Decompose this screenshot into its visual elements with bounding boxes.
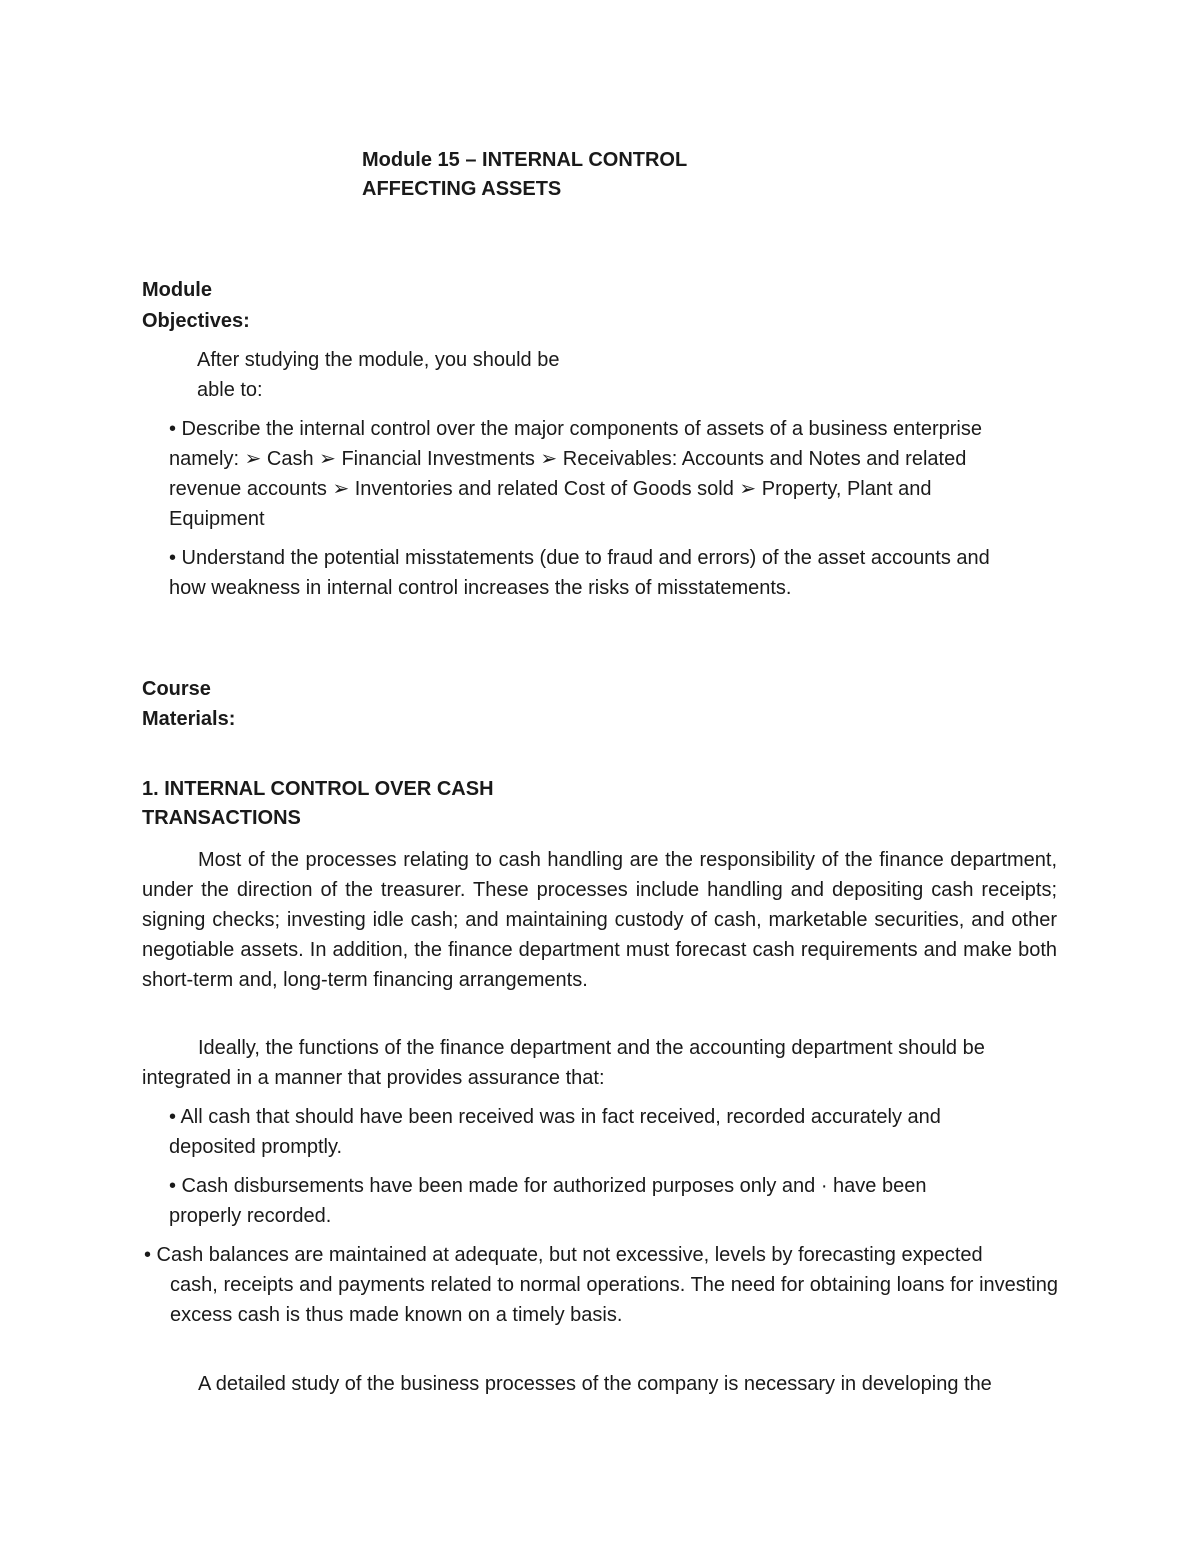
section-1-heading-line-1: 1. INTERNAL CONTROL OVER CASH xyxy=(142,778,494,800)
section-1-bullet-2-line-2: properly recorded. xyxy=(169,1205,332,1227)
section-1-paragraph-2-line-1: Ideally, the functions of the finance department and the accounting department should be xyxy=(198,1037,985,1059)
objectives-heading-line-2: Objectives: xyxy=(142,310,250,332)
section-1-paragraph-2-line-2: integrated in a manner that provides assurance that: xyxy=(142,1067,605,1089)
section-1-bullet-3 xyxy=(144,1240,1058,1330)
objective-bullet-1-line-3: revenue accounts ➢ Inventories and related Cost of Goods sold ➢ Property, Plant and xyxy=(169,478,932,500)
objective-bullet-1-line-2: namely: ➢ Cash ➢ Financial Investments ➢ Receivables: Accounts and Notes and related xyxy=(169,448,967,470)
objective-bullet-2-line-2: how weakness in internal control increases the risks of misstatements. xyxy=(169,577,792,599)
objectives-intro xyxy=(197,345,559,405)
section-1-paragraph-2 xyxy=(142,1033,985,1093)
objectives-heading xyxy=(142,275,250,337)
section-1-paragraph-1: Most of the processes relating to cash handling are the responsibility of the finance department, under the direction of the treasurer. These processes include handling and depositing cash receipts; signing checks; investing idle cash; and maintaining custody of cash, marketable securities, and other negotiable assets. In addition, the finance department must forecast cash requirements and make both short-term and, long-term financing arrangements. xyxy=(142,849,1057,991)
section-1-bullet-1-line-1: • All cash that should have been received was in fact received, recorded accurately and xyxy=(169,1106,941,1128)
objective-bullet-1 xyxy=(169,414,982,534)
section-1-bullet-1-line-2: deposited promptly. xyxy=(169,1136,343,1158)
course-materials-heading-line-1: Course xyxy=(142,678,211,700)
section-1-paragraph-3 xyxy=(198,1369,992,1399)
objective-bullet-1-line-1: • Describe the internal control over the major components of assets of a business enterprise xyxy=(169,418,982,440)
objective-bullet-2 xyxy=(169,543,990,603)
course-materials-heading xyxy=(142,674,235,734)
section-1-bullet-2 xyxy=(169,1171,926,1231)
section-1-bullet-2-line-1: • Cash disbursements have been made for authorized purposes only and · have been xyxy=(169,1175,927,1197)
section-1-bullet-1 xyxy=(169,1102,941,1162)
objectives-intro-line-2: able to: xyxy=(197,379,263,401)
section-1-heading xyxy=(142,775,494,833)
section-1-bullet-3-line-1: • Cash balances are maintained at adequate, but not excessive, levels by forecasting expected xyxy=(144,1244,983,1266)
objective-bullet-1-line-4: Equipment xyxy=(169,508,265,530)
title-line-1: Module 15 – INTERNAL CONTROL xyxy=(362,149,688,171)
objectives-heading-line-1: Module xyxy=(142,279,212,301)
section-1-paragraph-3-line-1: A detailed study of the business processes of the company is necessary in developing the xyxy=(198,1373,992,1395)
section-1-heading-line-2: TRANSACTIONS xyxy=(142,807,301,829)
objectives-intro-line-1: After studying the module, you should be xyxy=(197,349,560,371)
section-1-bullet-3-rest: cash, receipts and payments related to normal operations. The need for obtaining loans for investing excess cash is thus made known on a timely basis. xyxy=(170,1274,1058,1326)
page-title xyxy=(362,146,687,204)
objective-bullet-2-line-1: • Understand the potential misstatements (due to fraud and errors) of the asset accounts and xyxy=(169,547,990,569)
course-materials-heading-line-2: Materials: xyxy=(142,708,236,730)
title-line-2: AFFECTING ASSETS xyxy=(362,178,562,200)
